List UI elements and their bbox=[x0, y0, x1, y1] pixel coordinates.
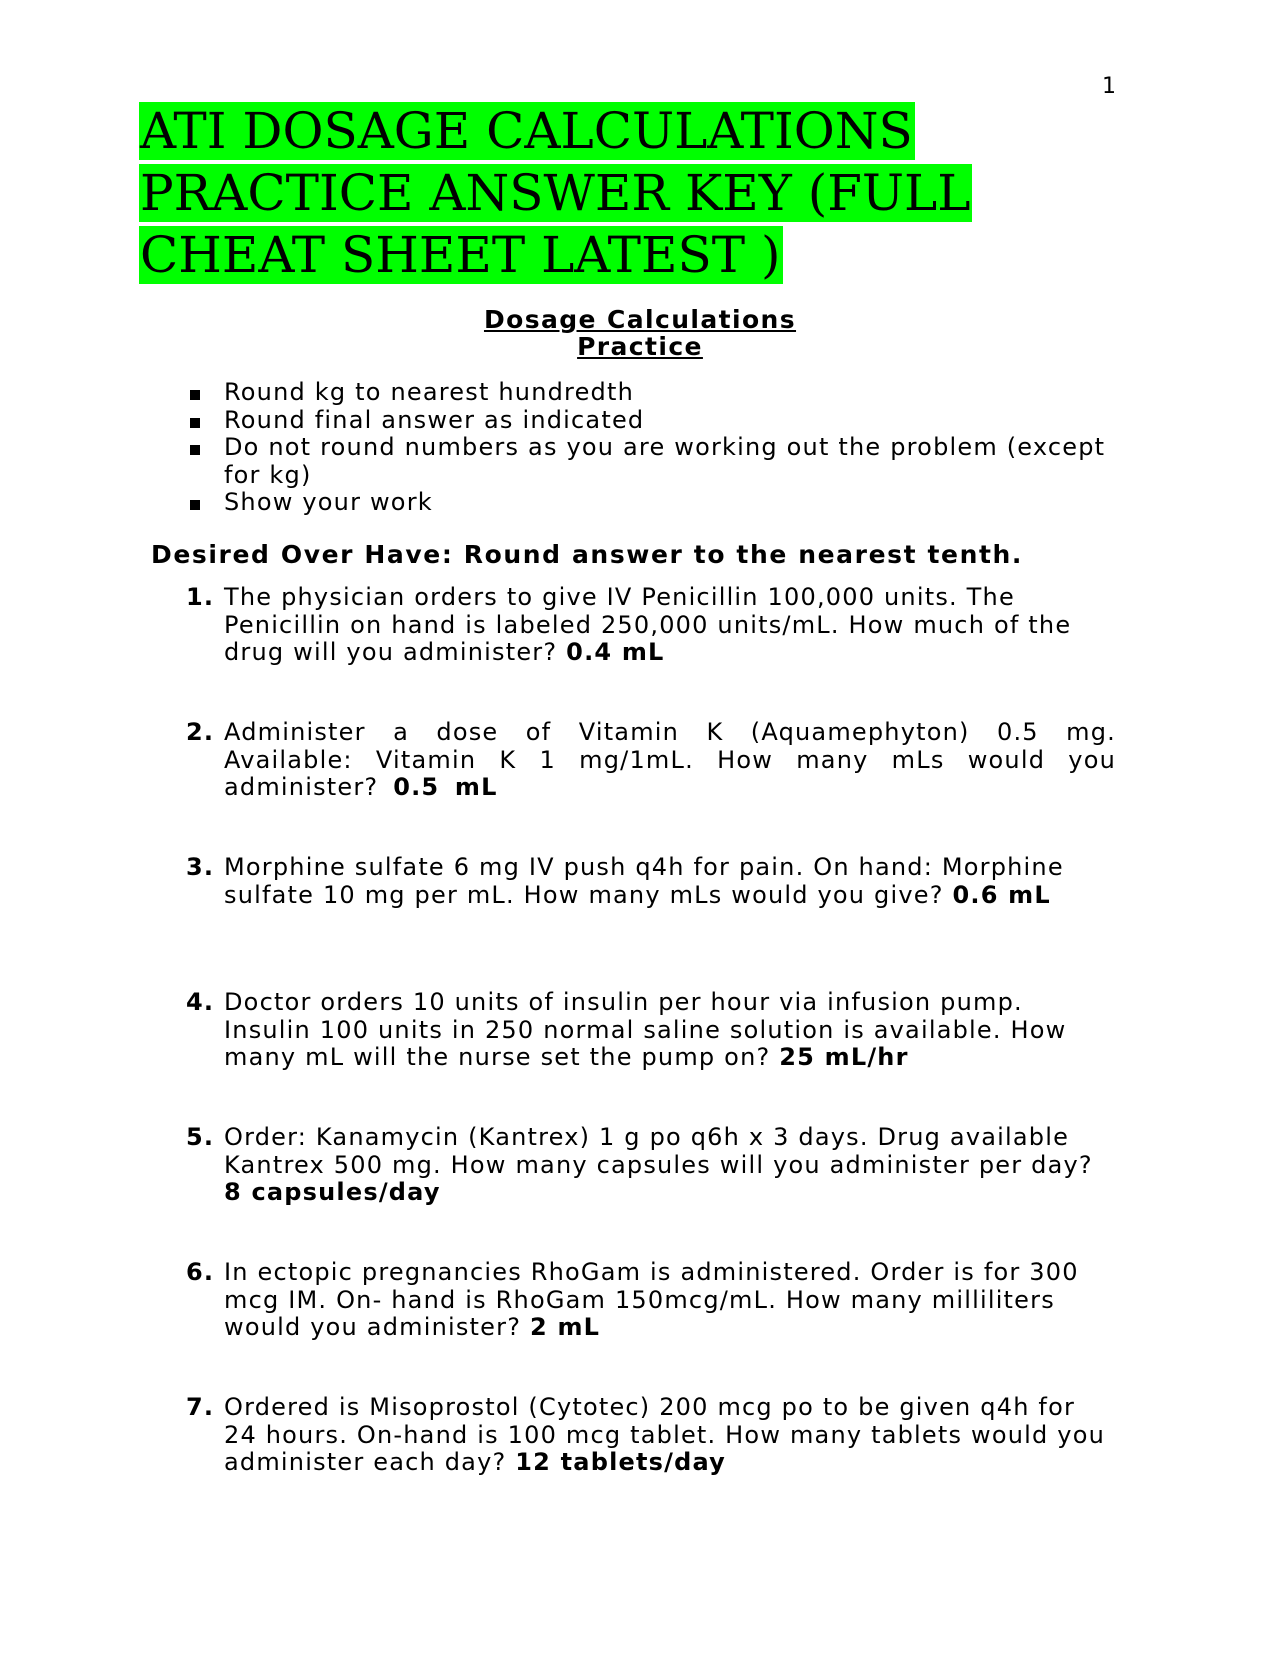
rule-text: Show your work bbox=[224, 488, 433, 516]
rule-text: Round kg to nearest hundredth bbox=[224, 378, 635, 406]
subtitle-line: Practice bbox=[577, 332, 703, 361]
rule-item bbox=[186, 407, 1146, 435]
rule-item bbox=[186, 434, 1146, 489]
square-bullet-icon bbox=[190, 390, 200, 400]
section-heading: Desired Over Have: Round answer to the nearest tenth. bbox=[151, 540, 1024, 569]
rules-list bbox=[186, 379, 1146, 517]
title-line-text: CHEAT SHEET LATEST ) bbox=[140, 226, 781, 284]
questions-list bbox=[186, 584, 1116, 1529]
rule-item bbox=[186, 379, 1146, 407]
question-body bbox=[224, 989, 1116, 1072]
question-item bbox=[186, 989, 1116, 1124]
question-body bbox=[224, 1259, 1116, 1342]
question-answer: 2 mL bbox=[529, 1313, 601, 1342]
question-item bbox=[186, 1394, 1116, 1529]
question-text: Ordered is Misoprostol (Cytotec) 200 mcg po to be given q4h for 24 hours. On-hand is 100 mcg tablet. How many tablets would you administer each day? bbox=[224, 1393, 1105, 1477]
question-body bbox=[224, 1124, 1116, 1207]
question-body bbox=[224, 719, 1116, 802]
question-number: 6. bbox=[186, 1258, 215, 1286]
question-body bbox=[224, 854, 1116, 909]
rule-text: Round final answer as indicated bbox=[224, 405, 645, 434]
question-answer: 0.5 mL bbox=[393, 773, 498, 802]
document-title bbox=[139, 100, 1139, 286]
question-answer: 25 mL/hr bbox=[779, 1043, 909, 1072]
rule-text: Do not round numbers as you are working out the problem (except for kg) bbox=[224, 433, 1106, 489]
question-body bbox=[224, 1394, 1116, 1477]
title-line bbox=[139, 162, 1139, 224]
question-number: 5. bbox=[186, 1123, 215, 1151]
question-text: The physician orders to give IV Penicillin 100,000 units. The Penicillin on hand is labeled 250,000 units/mL. How much of the drug will you administer? bbox=[224, 583, 1072, 667]
question-answer: 0.6 mL bbox=[952, 880, 1051, 909]
page-number: 1 bbox=[1102, 74, 1117, 99]
question-number: 2. bbox=[186, 718, 215, 746]
question-item bbox=[186, 854, 1116, 989]
question-number: 7. bbox=[186, 1393, 215, 1421]
question-text: Morphine sulfate 6 mg IV push q4h for pain. On hand: Morphine sulfate 10 mg per mL. How many mLs would you give? bbox=[224, 853, 1064, 909]
question-item bbox=[186, 1259, 1116, 1394]
question-number: 1. bbox=[186, 583, 215, 611]
title-line bbox=[139, 100, 1139, 162]
question-item bbox=[186, 584, 1116, 719]
title-line-text: ATI DOSAGE CALCULATIONS bbox=[140, 102, 913, 160]
question-text: Administer a dose of Vitamin K (Aquamephyton) 0.5 mg. Available: Vitamin K 1 mg/1mL. How many mLs would you administer? bbox=[224, 718, 1116, 802]
question-answer: 8 capsules/day bbox=[224, 1178, 441, 1207]
section-subtitle bbox=[0, 306, 1280, 360]
question-number: 4. bbox=[186, 988, 215, 1016]
title-line-text: PRACTICE ANSWER KEY (FULL bbox=[140, 164, 971, 222]
rule-item bbox=[186, 489, 1146, 517]
question-body bbox=[224, 584, 1116, 667]
question-answer: 12 tablets/day bbox=[515, 1448, 726, 1477]
square-bullet-icon bbox=[190, 500, 200, 510]
question-answer: 0.4 mL bbox=[566, 638, 665, 667]
question-item bbox=[186, 1124, 1116, 1259]
square-bullet-icon bbox=[190, 418, 200, 428]
square-bullet-icon bbox=[190, 445, 200, 455]
question-text: In ectopic pregnancies RhoGam is administered. Order is for 300 mcg IM. On- hand is RhoGam 150mcg/mL. How many milliliters would you administer? bbox=[224, 1258, 1079, 1342]
question-number: 3. bbox=[186, 853, 215, 881]
question-text: Order: Kanamycin (Kantrex) 1 g po q6h x 3 days. Drug available Kantrex 500 mg. How many capsules will you administer per day? bbox=[224, 1123, 1093, 1179]
title-line bbox=[139, 224, 1139, 286]
subtitle-line: Dosage Calculations bbox=[483, 305, 797, 334]
question-item bbox=[186, 719, 1116, 854]
question-text: Doctor orders 10 units of insulin per hour via infusion pump. Insulin 100 units in 250 normal saline solution is available. How many mL will the nurse set the pump on? bbox=[224, 988, 1067, 1072]
